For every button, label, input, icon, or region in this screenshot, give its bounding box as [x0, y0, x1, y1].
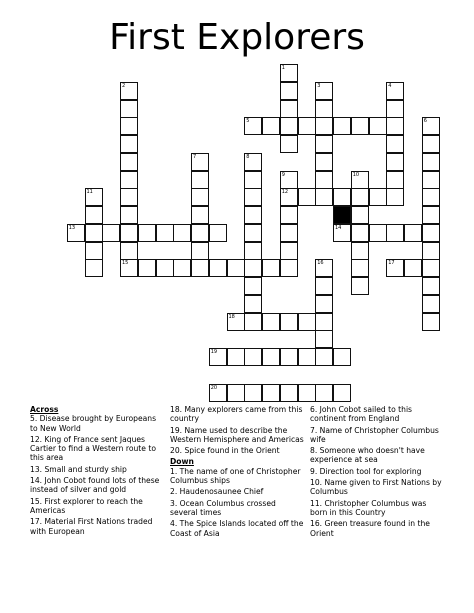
- grid-cell[interactable]: [244, 206, 262, 224]
- clue-text: 17. Material First Nations traded with European: [30, 517, 153, 536]
- clue-column-2: [170, 405, 304, 540]
- clue-text: 15. First explorer to reach the Americas: [30, 496, 143, 515]
- grid-cell[interactable]: [386, 171, 404, 189]
- grid-cell[interactable]: [386, 153, 404, 171]
- grid-cell[interactable]: [298, 313, 316, 331]
- grid-cell[interactable]: [191, 224, 209, 242]
- clue-number: 4: [388, 82, 392, 89]
- clue-number: 19: [210, 349, 218, 355]
- grid-cell[interactable]: [262, 348, 280, 366]
- grid-cell[interactable]: [386, 117, 404, 135]
- grid-cell[interactable]: [280, 64, 298, 82]
- grid-cell[interactable]: [120, 188, 138, 206]
- grid-cell[interactable]: [280, 348, 298, 366]
- grid-cell[interactable]: [120, 117, 138, 135]
- grid-cell[interactable]: [244, 295, 262, 313]
- grid-cell[interactable]: [315, 259, 333, 277]
- grid-cell[interactable]: [404, 259, 422, 277]
- clue-number: 13: [68, 224, 76, 231]
- grid-cell[interactable]: [138, 259, 156, 277]
- grid-cell[interactable]: [333, 117, 351, 135]
- grid-cell[interactable]: [262, 384, 280, 402]
- grid-cell[interactable]: [298, 188, 316, 206]
- grid-cell[interactable]: [315, 135, 333, 153]
- grid-cell[interactable]: [369, 188, 387, 206]
- grid-cell[interactable]: [209, 384, 227, 402]
- grid-cell[interactable]: [244, 117, 262, 135]
- clue-text: 4. The Spice Islands located off the Coast of Asia: [170, 519, 304, 538]
- grid-cell[interactable]: [120, 82, 138, 100]
- clue-number: 6: [423, 118, 427, 125]
- grid-cell[interactable]: [173, 259, 191, 277]
- clue-text: 12. King of France sent Jaques Cartier to find a Western route to this area: [30, 434, 156, 463]
- clue-text: 13. Small and sturdy ship: [30, 464, 127, 474]
- grid-cell[interactable]: [173, 224, 191, 242]
- grid-cell[interactable]: [244, 348, 262, 366]
- grid-cell[interactable]: [209, 259, 227, 277]
- grid-cell[interactable]: [244, 153, 262, 171]
- grid-cell[interactable]: [280, 206, 298, 224]
- grid-cell[interactable]: [298, 117, 316, 135]
- grid-cell[interactable]: [191, 206, 209, 224]
- clue-number: 5: [246, 118, 250, 125]
- grid-cell[interactable]: [351, 188, 369, 206]
- grid-cell[interactable]: [422, 206, 440, 224]
- grid-cell[interactable]: [351, 117, 369, 135]
- grid-cell[interactable]: [386, 224, 404, 242]
- grid-cell[interactable]: [67, 224, 85, 242]
- grid-cell[interactable]: [191, 171, 209, 189]
- clue-number: 10: [352, 171, 360, 178]
- clue-text: 3. Ocean Columbus crossed several times: [170, 498, 276, 517]
- clue-text: 1. The name of one of Christopher Columbus ships: [170, 466, 301, 486]
- grid-cell[interactable]: [280, 100, 298, 118]
- grid-cell[interactable]: [191, 242, 209, 260]
- grid-cell[interactable]: [422, 277, 440, 295]
- clue-number: 9: [281, 171, 285, 178]
- clue-number: 17: [388, 260, 395, 267]
- grid-cell[interactable]: [333, 384, 351, 402]
- grid-cell[interactable]: [386, 100, 404, 118]
- grid-cell[interactable]: [422, 171, 440, 189]
- grid-cell[interactable]: [315, 384, 333, 402]
- grid-cell[interactable]: [351, 224, 369, 242]
- grid-cell[interactable]: [422, 188, 440, 206]
- clue-text: 10. Name given to First Nations by Columbus: [310, 478, 442, 497]
- grid-cell[interactable]: [120, 100, 138, 118]
- grid-cell[interactable]: [422, 117, 440, 135]
- clue-text: 11. Christopher Columbus was born in this Country: [310, 498, 427, 517]
- grid-cell[interactable]: [315, 82, 333, 100]
- grid-cell[interactable]: [244, 384, 262, 402]
- clue-text: 8. Someone who doesn't have experience at sea: [310, 446, 425, 465]
- grid-cell[interactable]: [120, 206, 138, 224]
- clue-text: 18. Many explorers came from this country: [170, 405, 303, 424]
- grid-cell[interactable]: [333, 348, 351, 366]
- grid-cell[interactable]: [156, 224, 174, 242]
- grid-cell[interactable]: [120, 153, 138, 171]
- grid-cell[interactable]: [244, 242, 262, 260]
- grid-block: [333, 206, 351, 224]
- grid-cell[interactable]: [102, 224, 120, 242]
- grid-cell[interactable]: [386, 259, 404, 277]
- grid-cell[interactable]: [280, 171, 298, 189]
- clue-text: 19. Name used to describe the Western Hemisphere and Americas: [170, 425, 304, 444]
- grid-cell[interactable]: [315, 100, 333, 118]
- grid-cell[interactable]: [244, 171, 262, 189]
- grid-cell[interactable]: [386, 188, 404, 206]
- grid-cell[interactable]: [120, 135, 138, 153]
- grid-cell[interactable]: [85, 206, 103, 224]
- grid-cell[interactable]: [369, 224, 387, 242]
- grid-cell[interactable]: [351, 277, 369, 295]
- grid-cell[interactable]: [298, 384, 316, 402]
- clue-text: 16. Green treasure found in the Orient: [310, 519, 430, 538]
- grid-cell[interactable]: [280, 259, 298, 277]
- clue-section-heading: Across: [30, 405, 59, 414]
- grid-cell[interactable]: [333, 188, 351, 206]
- grid-cell[interactable]: [386, 82, 404, 100]
- grid-cell[interactable]: [280, 313, 298, 331]
- grid-cell[interactable]: [404, 224, 422, 242]
- grid-cell[interactable]: [262, 117, 280, 135]
- clue-number: 2: [122, 82, 126, 89]
- clue-number: 15: [122, 260, 129, 267]
- grid-cell[interactable]: [422, 224, 440, 242]
- clue-column-1: [30, 405, 164, 538]
- grid-cell[interactable]: [315, 295, 333, 313]
- grid-cell[interactable]: [191, 188, 209, 206]
- clue-text: 5. Disease brought by Europeans to New World: [30, 414, 157, 433]
- grid-cell[interactable]: [262, 259, 280, 277]
- grid-cell[interactable]: [120, 242, 138, 260]
- grid-cell[interactable]: [85, 242, 103, 260]
- grid-cell[interactable]: [85, 224, 103, 242]
- grid-cell[interactable]: [244, 224, 262, 242]
- clue-number: 16: [317, 260, 324, 267]
- grid-cell[interactable]: [315, 313, 333, 331]
- grid-cell[interactable]: [227, 259, 245, 277]
- grid-cell[interactable]: [280, 117, 298, 135]
- clue-text: 14. John Cobot found lots of these instead of silver and gold: [30, 476, 160, 495]
- grid-cell[interactable]: [280, 384, 298, 402]
- grid-cell[interactable]: [298, 348, 316, 366]
- clue-number: 7: [193, 153, 197, 160]
- grid-cell[interactable]: [351, 242, 369, 260]
- grid-cell[interactable]: [333, 224, 351, 242]
- clue-text: 2. Haudenosaunee Chief: [170, 487, 264, 497]
- grid-cell[interactable]: [209, 348, 227, 366]
- grid-cell[interactable]: [351, 206, 369, 224]
- clue-text: 20. Spice found in the Orient: [170, 446, 280, 456]
- grid-cell[interactable]: [422, 259, 440, 277]
- grid-cell[interactable]: [156, 259, 174, 277]
- grid-cell[interactable]: [191, 259, 209, 277]
- grid-cell[interactable]: [227, 313, 245, 331]
- grid-cell[interactable]: [422, 135, 440, 153]
- grid-cell[interactable]: [315, 330, 333, 348]
- grid-cell[interactable]: [244, 188, 262, 206]
- grid-cell[interactable]: [315, 188, 333, 206]
- clue-number: 11: [86, 189, 93, 196]
- clue-number: 8: [246, 153, 250, 160]
- grid-cell[interactable]: [369, 117, 387, 135]
- grid-cell[interactable]: [85, 188, 103, 206]
- grid-cell[interactable]: [422, 242, 440, 260]
- grid-cell[interactable]: [280, 242, 298, 260]
- grid-cell[interactable]: [191, 153, 209, 171]
- grid-cell[interactable]: [227, 348, 245, 366]
- grid-cell[interactable]: [280, 82, 298, 100]
- grid-cell[interactable]: [315, 348, 333, 366]
- clue-column-3: [310, 405, 444, 540]
- grid-cell[interactable]: [280, 188, 298, 206]
- grid-cell[interactable]: [351, 259, 369, 277]
- grid-cell[interactable]: [351, 171, 369, 189]
- grid-cell[interactable]: [280, 224, 298, 242]
- grid-cell[interactable]: [85, 259, 103, 277]
- grid-cell[interactable]: [227, 384, 245, 402]
- grid-cell[interactable]: [422, 313, 440, 331]
- grid-cell[interactable]: [315, 171, 333, 189]
- grid-cell[interactable]: [244, 313, 262, 331]
- grid-cell[interactable]: [138, 224, 156, 242]
- clue-number: 12: [281, 189, 289, 196]
- grid-cell[interactable]: [422, 153, 440, 171]
- grid-cell[interactable]: [315, 153, 333, 171]
- grid-cell[interactable]: [244, 259, 262, 277]
- grid-cell[interactable]: [120, 259, 138, 277]
- clue-text: 7. Name of Christopher Columbus wife: [310, 425, 439, 444]
- grid-cell[interactable]: [209, 224, 227, 242]
- clue-text: 9. Direction tool for exploring: [310, 466, 422, 476]
- grid-cell[interactable]: [120, 224, 138, 242]
- grid-cell[interactable]: [120, 171, 138, 189]
- puzzle-title: First Explorers: [109, 17, 365, 58]
- grid-cell[interactable]: [386, 135, 404, 153]
- clue-number: 14: [335, 224, 342, 231]
- clue-text: 6. John Cobot sailed to this continent from England: [310, 405, 413, 424]
- grid-cell[interactable]: [422, 295, 440, 313]
- clue-section-heading: Down: [170, 457, 194, 467]
- grid-cell[interactable]: [280, 135, 298, 153]
- clue-number: 18: [228, 313, 235, 320]
- grid-cell[interactable]: [315, 117, 333, 135]
- grid-cell[interactable]: [244, 277, 262, 295]
- clue-number: 3: [317, 82, 321, 89]
- clue-number: 20: [210, 384, 218, 391]
- clue-number: 1: [281, 65, 285, 71]
- grid-cell[interactable]: [262, 313, 280, 331]
- grid-cell[interactable]: [315, 277, 333, 295]
